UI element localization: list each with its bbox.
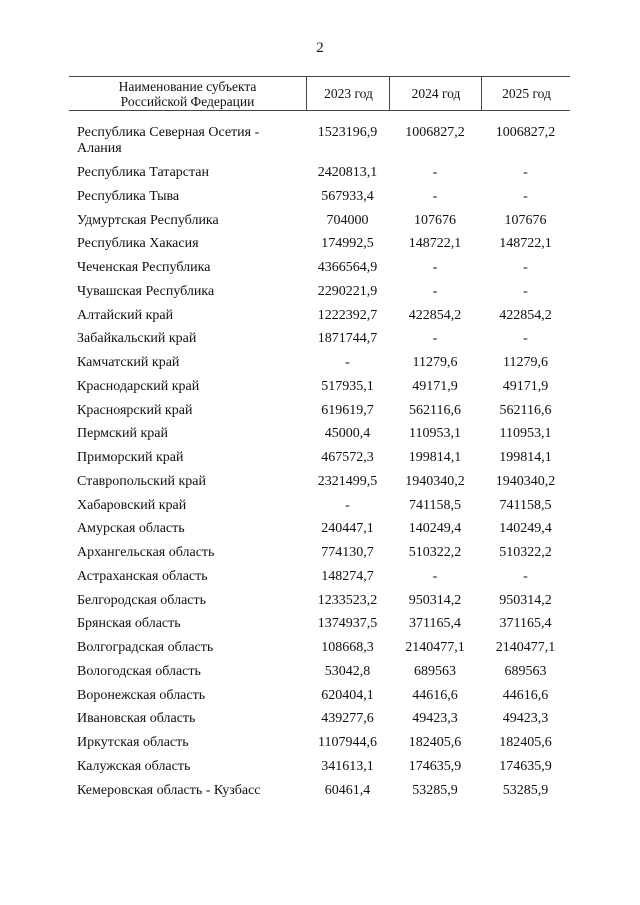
value-2025-cell: 49171,9: [502, 378, 549, 394]
value-2023-cell: 517935,1: [321, 378, 374, 394]
region-name-cell: Республика Татарстан: [77, 165, 210, 180]
value-2025-cell: 741158,5: [499, 497, 552, 513]
region-name-cell: Калужская область: [77, 758, 191, 774]
value-2023-cell: 1374937,5: [317, 616, 378, 632]
header-region-name: [69, 77, 306, 110]
region-name-cell: Ивановская область: [77, 711, 196, 727]
value-2024-cell: 140249,4: [408, 521, 462, 537]
table-row: [69, 520, 570, 544]
header-region-name-line1: Наименование субъекта: [118, 78, 257, 94]
value-2025-cell: 148722,1: [499, 236, 552, 252]
table-row: [69, 544, 570, 568]
value-2024-cell: 174635,9: [408, 758, 462, 774]
value-2024-cell: 1006827,2: [405, 125, 465, 140]
table-row: [69, 639, 570, 663]
value-2025-cell: 199814,1: [499, 450, 552, 465]
value-2024-cell: 199814,1: [408, 450, 462, 465]
value-2023-cell: 567933,4: [321, 188, 374, 204]
value-2023-cell: 1107944,6: [318, 735, 377, 750]
header-year-2023: 2023 год: [306, 77, 390, 110]
value-2024-cell: -: [432, 260, 438, 275]
table-row: [69, 782, 570, 806]
value-2025-cell: 107676: [504, 212, 547, 228]
table-row: [69, 449, 570, 473]
value-2025-cell: -: [523, 283, 528, 299]
value-2025-cell: 140249,4: [499, 521, 552, 537]
value-2025-cell: 53285,9: [502, 782, 549, 798]
value-2023-cell: 467572,3: [321, 450, 374, 465]
table-row: [69, 710, 570, 734]
region-name-cell: Камчатский край: [77, 355, 180, 370]
table-row: [69, 568, 570, 592]
value-2023-cell: 1233523,2: [317, 592, 378, 608]
value-2023-cell: 45000,4: [324, 426, 371, 442]
value-2025-cell: 1006827,2: [495, 125, 556, 140]
value-2025-cell: 510322,2: [499, 545, 552, 560]
value-2024-cell: 741158,5: [409, 497, 461, 513]
region-name-cell: Пермский край: [77, 426, 168, 442]
value-2024-cell: 2140477,1: [405, 640, 465, 655]
value-2025-cell: 371165,4: [499, 616, 552, 632]
table-row: [69, 235, 570, 259]
table-row: [69, 124, 570, 164]
value-2024-cell: 689563: [414, 663, 456, 679]
value-2025-cell: 2140477,1: [495, 640, 556, 655]
region-name-cell: Республика Северная Осетия - Алания: [77, 125, 260, 156]
value-2023-cell: 704000: [326, 212, 369, 228]
table-row: [69, 734, 570, 758]
value-2024-cell: 53285,9: [412, 782, 458, 798]
value-2024-cell: 422854,2: [408, 307, 462, 323]
value-2025-cell: -: [523, 331, 528, 347]
value-2024-cell: 49423,3: [412, 711, 458, 727]
value-2023-cell: -: [345, 497, 350, 513]
region-name-cell: Республика Хакасия: [77, 236, 199, 252]
header-region-name-line2: Российской Федерации: [120, 93, 255, 109]
value-2024-cell: -: [432, 165, 438, 180]
table-row: [69, 615, 570, 639]
table-row: [69, 402, 570, 426]
region-name-cell: Республика Тыва: [77, 188, 180, 204]
value-2025-cell: -: [523, 165, 528, 180]
value-2023-cell: -: [345, 355, 350, 370]
header-year-2025: 2025 год: [481, 77, 571, 110]
value-2025-cell: 562116,6: [499, 402, 552, 418]
table-row: [69, 497, 570, 521]
page-number: 2: [316, 40, 324, 56]
region-name-cell: Ставропольский край: [77, 473, 206, 489]
region-name-cell: Алтайский край: [77, 307, 174, 323]
value-2023-cell: 620404,1: [321, 687, 374, 703]
value-2024-cell: 110953,1: [409, 426, 461, 442]
table-row: [69, 473, 570, 497]
value-2024-cell: 562116,6: [409, 402, 461, 418]
value-2025-cell: 689563: [504, 663, 547, 679]
value-2023-cell: 1222392,7: [317, 307, 378, 323]
value-2025-cell: 422854,2: [499, 307, 552, 323]
region-name-cell: Чеченская Республика: [77, 260, 211, 275]
value-2023-cell: 148274,7: [321, 568, 374, 584]
region-name-cell: Забайкальский край: [77, 331, 197, 347]
table-row: [69, 330, 570, 354]
table-row: [69, 307, 570, 331]
table-row: [69, 378, 570, 402]
region-name-cell: Брянская область: [77, 616, 181, 632]
table-row: [69, 354, 570, 378]
value-2023-cell: 619619,7: [321, 402, 374, 418]
region-name-cell: Архангельская область: [77, 545, 215, 560]
value-2024-cell: 49171,9: [412, 378, 458, 394]
table-row: [69, 283, 570, 307]
value-2024-cell: 11279,6: [412, 355, 458, 370]
value-2023-cell: 240447,1: [321, 521, 374, 537]
table-header: [69, 76, 570, 111]
value-2023-cell: 53042,8: [324, 663, 371, 679]
value-2024-cell: -: [432, 188, 438, 204]
region-name-cell: Приморский край: [77, 450, 184, 465]
table-row: [69, 663, 570, 687]
value-2024-cell: -: [432, 283, 438, 299]
table-row: [69, 758, 570, 782]
value-2024-cell: 950314,2: [408, 592, 462, 608]
value-2023-cell: 4366564,9: [317, 260, 378, 275]
value-2023-cell: 341613,1: [321, 758, 374, 774]
value-2025-cell: 44616,6: [502, 687, 549, 703]
table-row: [69, 425, 570, 449]
value-2023-cell: 108668,3: [321, 640, 374, 655]
region-name-cell: Удмуртская Республика: [77, 212, 219, 228]
value-2023-cell: 439277,6: [321, 711, 374, 727]
region-name-cell: Краснодарский край: [77, 378, 200, 394]
region-name-cell: Вологодская область: [77, 663, 201, 679]
value-2024-cell: -: [432, 331, 438, 347]
table-row: [69, 259, 570, 283]
region-name-cell: Иркутская область: [77, 735, 189, 750]
value-2025-cell: 11279,6: [503, 355, 548, 370]
region-name-cell: Воронежская область: [77, 687, 206, 703]
value-2025-cell: -: [523, 260, 528, 275]
value-2024-cell: 510322,2: [408, 545, 462, 560]
value-2023-cell: 2321499,5: [317, 473, 378, 489]
table-row: [69, 592, 570, 616]
value-2023-cell: 2420813,1: [317, 165, 378, 180]
value-2023-cell: 174992,5: [321, 236, 374, 252]
region-name-cell: Кемеровская область - Кузбасс: [77, 782, 261, 798]
table-row: [69, 212, 570, 236]
table-row: [69, 188, 570, 212]
region-name-cell: Белгородская область: [77, 592, 207, 608]
value-2024-cell: 371165,4: [409, 616, 461, 632]
value-2024-cell: 107676: [414, 212, 456, 228]
value-2025-cell: 1940340,2: [495, 473, 556, 489]
value-2025-cell: 182405,6: [499, 735, 552, 750]
region-name-cell: Чувашская Республика: [77, 283, 215, 299]
region-name-cell: Хабаровский край: [77, 497, 187, 513]
value-2025-cell: 110953,1: [499, 426, 552, 442]
region-name-cell: Красноярский край: [77, 402, 193, 418]
value-2025-cell: 950314,2: [499, 592, 552, 608]
region-name-cell: Волгоградская область: [77, 640, 214, 655]
value-2023-cell: 2290221,9: [317, 283, 378, 299]
value-2024-cell: 44616,6: [412, 687, 458, 703]
value-2023-cell: 1523196,9: [317, 125, 378, 140]
table-body: [69, 124, 570, 805]
table-row: [69, 164, 570, 188]
value-2023-cell: 1871744,7: [317, 331, 378, 347]
value-2025-cell: -: [523, 188, 528, 204]
value-2023-cell: 774130,7: [321, 545, 374, 560]
table-row: [69, 687, 570, 711]
value-2024-cell: 1940340,2: [405, 473, 465, 489]
value-2024-cell: -: [432, 568, 438, 584]
value-2025-cell: 49423,3: [502, 711, 549, 727]
region-name-cell: Астраханская область: [77, 568, 208, 584]
value-2024-cell: 182405,6: [408, 735, 462, 750]
value-2023-cell: 60461,4: [324, 782, 371, 798]
value-2024-cell: 148722,1: [408, 236, 462, 252]
value-2025-cell: 174635,9: [499, 758, 552, 774]
header-year-2024: 2024 год: [389, 77, 482, 110]
region-name-cell: Амурская область: [77, 521, 185, 537]
value-2025-cell: -: [523, 568, 528, 584]
